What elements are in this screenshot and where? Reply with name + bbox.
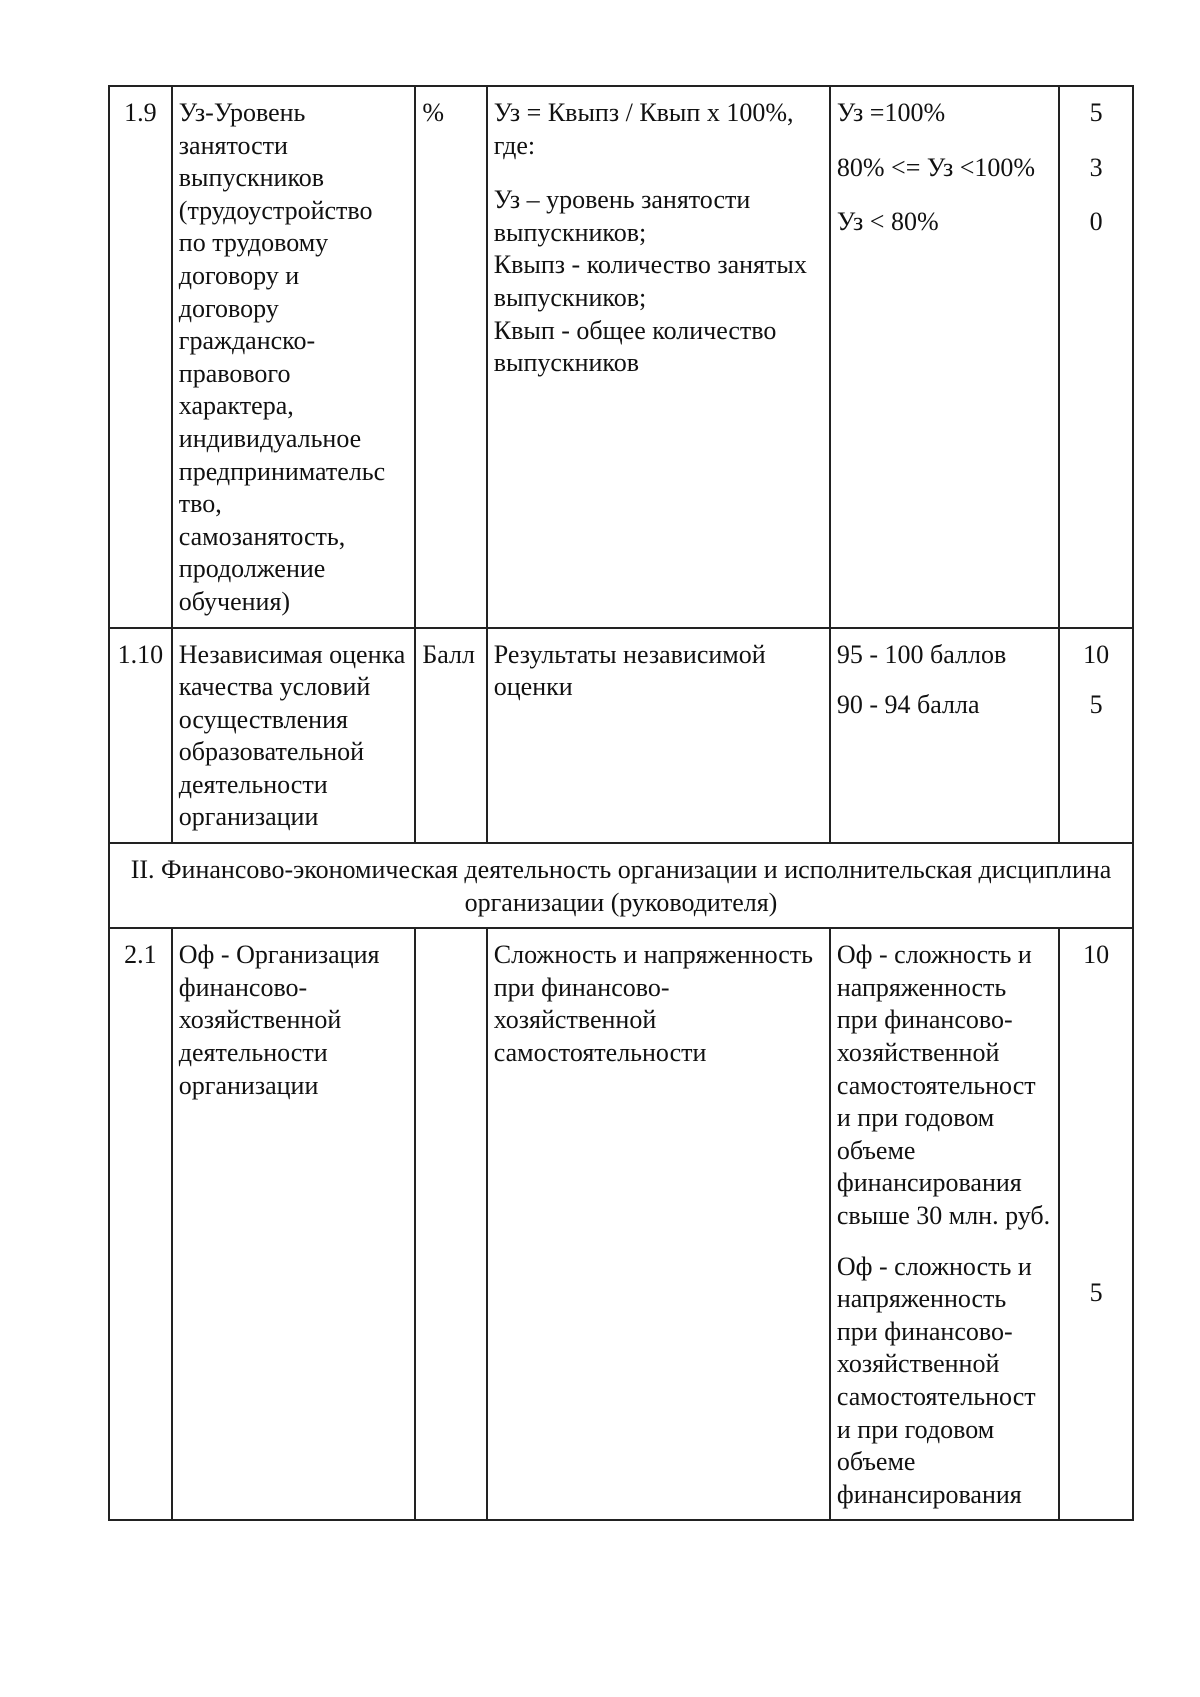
table-row (109, 928, 1133, 1520)
method-cell: Результаты независимой оценки (487, 628, 830, 844)
points-value: 0 (1089, 207, 1103, 237)
criterion-text: 80% <= Уз <100% (836, 152, 1036, 182)
criteria-cell (830, 86, 1059, 628)
row-number: 1.9 (109, 86, 172, 628)
row-number: 1.10 (109, 628, 172, 844)
points-value: 3 (1089, 152, 1103, 182)
method-cell: Сложность и напряженность при финансово-хозяйственной самостоятельности (487, 928, 830, 1520)
indicator-cell: Оф - Организация финансово-хозяйственной деятельности организации (172, 928, 416, 1520)
criterion-text: 95 - 100 баллов (836, 639, 1007, 669)
unit-cell: % (415, 86, 486, 628)
method-definition: Уз – уровень занятости выпускников; (493, 185, 751, 247)
table-row (109, 628, 1133, 844)
indicator-text: Уз-Уровень занятости выпускников (трудоустройство по трудовому договору и договору гражданско-правового характера, индивидуальное предпринимательс тво, самозанятость, продолжение обучения) (178, 98, 386, 616)
criterion-text: Уз =100% (836, 98, 946, 127)
method-definition: Квып - общее количество выпускников (493, 315, 777, 378)
criterion-text: Уз < 80% (836, 207, 939, 237)
criterion-text: Оф - сложность и напряженность при финансово-хозяйственной самостоятельност и при годовом объеме финансирования (836, 1251, 1036, 1509)
unit-cell: Балл (415, 628, 486, 844)
table-row (109, 86, 1133, 628)
section-heading: II. Финансово-экономическая деятельность организации и исполнительская дисциплина организации (руководителя) (109, 843, 1133, 928)
section-row (109, 843, 1133, 928)
points-value: 5 (1089, 98, 1103, 127)
points-cell (1059, 86, 1133, 628)
indicator-cell: Независимая оценка качества условий осуществления образовательной деятельности организации (172, 628, 416, 844)
points-cell (1059, 928, 1133, 1520)
points-value: 10 (1083, 940, 1110, 970)
criteria-cell (830, 928, 1059, 1520)
row-number: 2.1 (109, 928, 172, 1520)
points-cell (1059, 628, 1133, 844)
method-cell (487, 86, 830, 628)
criterion-text: 90 - 94 балла (836, 690, 980, 720)
criterion-text: Оф - сложность и напряженность при финансово-хозяйственной самостоятельност и при годовом объеме финансирования свыше 30 млн. руб. (836, 940, 1051, 1230)
unit-cell (415, 928, 486, 1520)
points-value: 5 (1089, 690, 1103, 720)
method-formula: Уз = Квыпз / Квып х 100%, где: (493, 98, 794, 160)
criteria-cell (830, 628, 1059, 844)
points-value: 10 (1083, 639, 1110, 669)
method-definition: Квыпз - количество занятых выпускников; (493, 250, 807, 312)
indicator-cell (172, 86, 416, 628)
criteria-table (108, 85, 1134, 1521)
points-value: 5 (1089, 1277, 1103, 1307)
